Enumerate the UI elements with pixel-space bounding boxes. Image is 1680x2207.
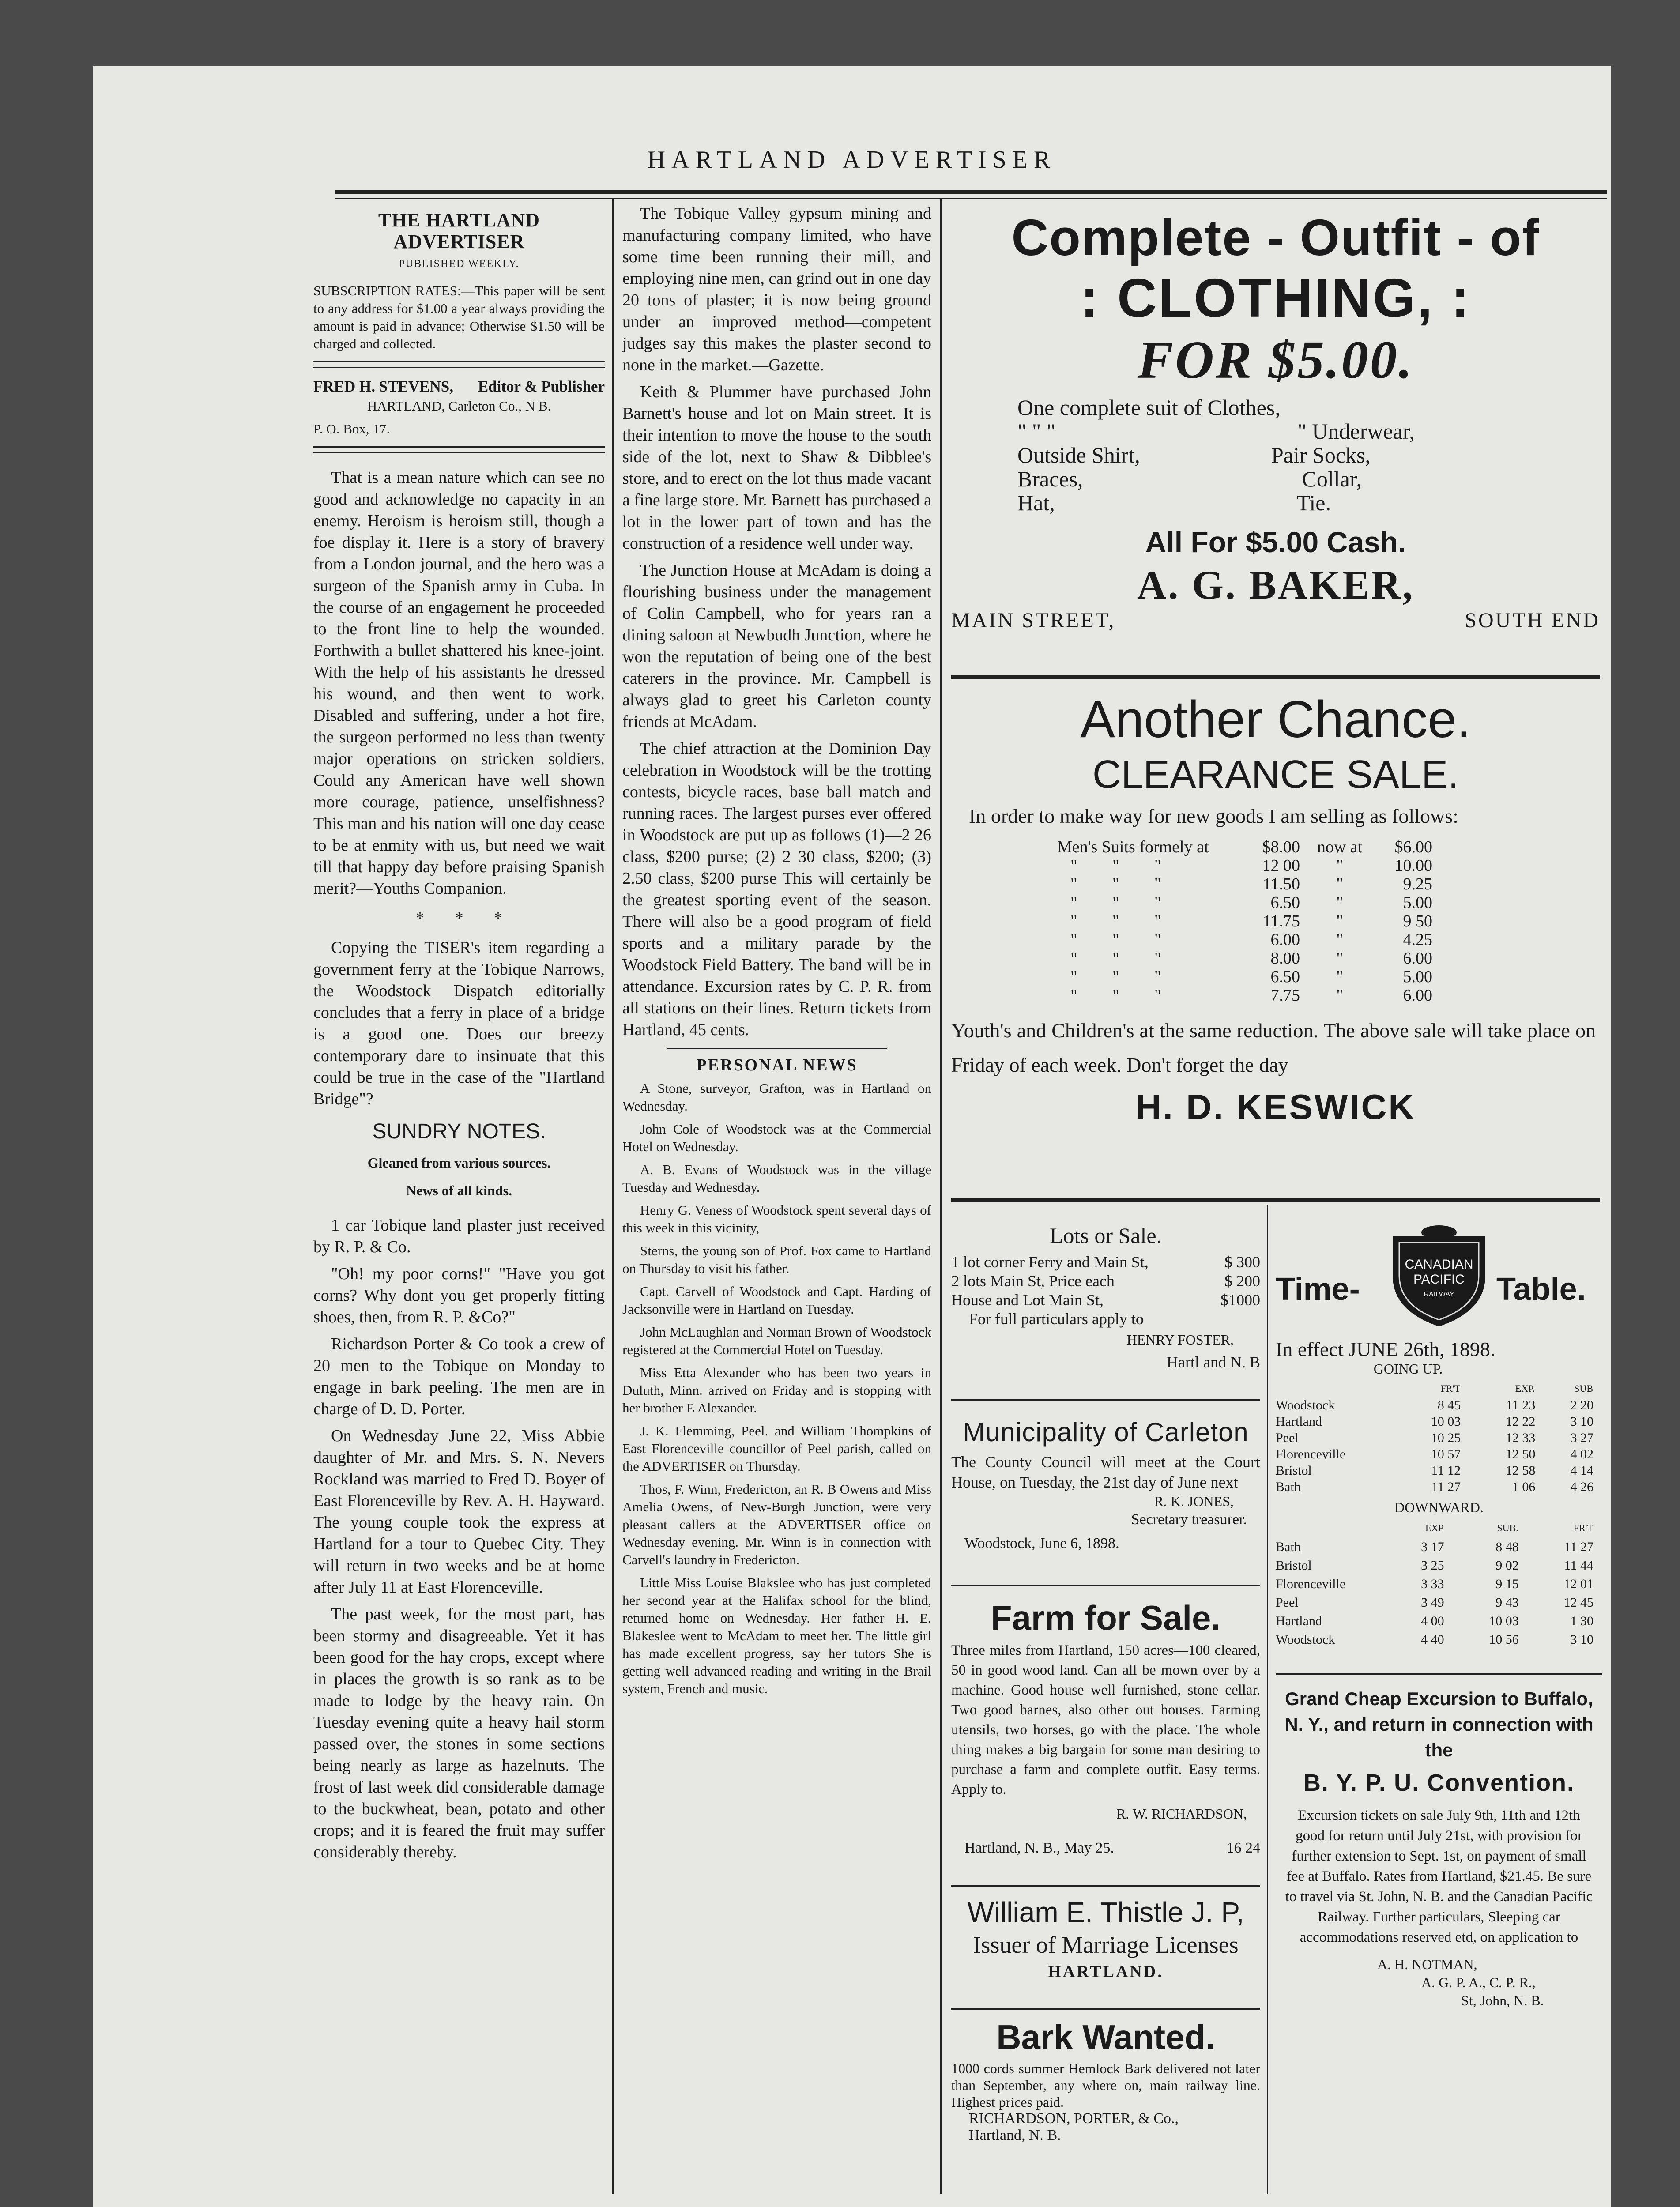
sale-title: Another Chance. bbox=[1080, 690, 1471, 749]
timetable-title-left: Time- bbox=[1276, 1272, 1360, 1307]
suit-label: Men's Suits formely at bbox=[1057, 838, 1209, 856]
price-now: 9 50 bbox=[1403, 912, 1432, 930]
departure-time: 4 00 bbox=[1421, 1614, 1444, 1628]
timetable-column-header: EXP bbox=[1425, 1522, 1444, 1533]
merchant-keswick: H. D. KESWICK bbox=[1135, 1087, 1416, 1126]
personal-item: Capt. Carvell of Woodstock and Capt. Harding of Jacksonville were in Hartland on Tuesday. bbox=[622, 1284, 931, 1317]
departure-time: 9 02 bbox=[1495, 1558, 1519, 1573]
cash-line: All For $5.00 Cash. bbox=[1145, 526, 1406, 558]
timetable-advertisement bbox=[1276, 1214, 1602, 1649]
clearance-sale-advertisement bbox=[951, 689, 1600, 1127]
departure-time: 10 57 bbox=[1431, 1447, 1461, 1461]
departure-time: 3 17 bbox=[1421, 1540, 1444, 1554]
departure-time: 11 27 bbox=[1431, 1480, 1461, 1494]
departure-time: 4 02 bbox=[1570, 1447, 1593, 1461]
clothing-items bbox=[1017, 395, 1600, 515]
departure-time: 1 30 bbox=[1570, 1614, 1593, 1628]
price-now: 5.00 bbox=[1403, 893, 1432, 912]
station-name: Bath bbox=[1276, 1480, 1301, 1494]
farm-title: Farm for Sale. bbox=[991, 1598, 1221, 1637]
departure-time: 3 49 bbox=[1421, 1595, 1444, 1610]
departure-time: 12 58 bbox=[1505, 1463, 1536, 1478]
lots-advertisement bbox=[951, 1214, 1260, 1372]
suit-label: " " " bbox=[1070, 949, 1161, 968]
station-name: Peel bbox=[1276, 1431, 1299, 1445]
departure-time: 3 10 bbox=[1570, 1414, 1593, 1429]
editor-address: HARTLAND, Carleton Co., N B. bbox=[367, 398, 551, 414]
timetable-column-header: FR'T bbox=[1573, 1522, 1593, 1533]
clothing-intro: One complete suit of Clothes, bbox=[1017, 395, 1281, 420]
departure-time: 8 45 bbox=[1437, 1398, 1461, 1412]
price-formerly: 7.75 bbox=[1270, 986, 1300, 1005]
excursion-contact: A. H. NOTMAN, bbox=[1377, 1956, 1477, 1972]
station-name: Florenceville bbox=[1276, 1447, 1346, 1461]
suit-label: " " " bbox=[1070, 986, 1161, 1005]
ditto-marks: " " " bbox=[1017, 419, 1056, 444]
rule bbox=[951, 675, 1600, 679]
bark-place: Hartland, N. B. bbox=[969, 2127, 1061, 2143]
po-box: P. O. Box, 17. bbox=[313, 421, 390, 437]
lots-title: Lots or Sale. bbox=[1049, 1223, 1162, 1248]
departure-time: 12 45 bbox=[1563, 1595, 1593, 1610]
price-formerly: 8.00 bbox=[1270, 949, 1300, 968]
departure-time: 4 26 bbox=[1570, 1480, 1593, 1494]
downward-row bbox=[1276, 1556, 1593, 1575]
departure-time: 12 22 bbox=[1505, 1414, 1536, 1429]
going-up-row bbox=[1276, 1446, 1593, 1462]
farm-contact: R. W. RICHARDSON, bbox=[1116, 1806, 1247, 1822]
clothing-headline-2: : CLOTHING, : bbox=[1080, 268, 1471, 329]
column-1 bbox=[313, 203, 605, 1868]
downward-row bbox=[1276, 1593, 1593, 1612]
item-shirt: Outside Shirt, bbox=[1017, 443, 1140, 467]
newspaper-page bbox=[93, 66, 1611, 2207]
clothing-headline: Complete - Outfit - of bbox=[1011, 209, 1540, 266]
departure-time: 8 48 bbox=[1495, 1540, 1519, 1554]
going-up-row bbox=[1276, 1479, 1593, 1495]
clothing-price: FOR $5.00. bbox=[1137, 330, 1414, 390]
note-wedding: On Wednesday June 22, Miss Abbie daughter of Mr. and Mrs. S. N. Nevers Rockland was married to Fred D. Boyer of East Florenceville by Rev. A. H. Hayward. The young couple took the express at Hartland for a tour to Quebec City. They will return in two weeks and be at home after July 11 at East Florenceville. bbox=[313, 1427, 605, 1597]
dominion-day-article: The chief attraction at the Dominion Day celebration in Woodstock will be the trotting contests, bicycle races, base ball match and running races. The largest purses ever offered in Woodstock are put up as follows (1)—2 26 class, $200 purse; (2) 2 30 class, $200; (3) 2.50 class, $200 purse This will certainly be the greatest sporting event of the season. There will also be a good program of field sports and a military parade by the Woodstock Field Battery. The band will be in attendance. Excursion rates by C. P. R. from all stations on their lines. Return tickets from Hartland, 45 cents. bbox=[622, 739, 931, 1039]
departure-time: 11 27 bbox=[1564, 1540, 1593, 1554]
price-row bbox=[1057, 986, 1432, 1005]
timetable-column-header: FR'T bbox=[1440, 1383, 1461, 1394]
departure-time: 11 12 bbox=[1431, 1463, 1461, 1478]
street: MAIN STREET, bbox=[951, 609, 1116, 632]
excursion-place: St, John, N. B. bbox=[1461, 1992, 1544, 2008]
now-label: " bbox=[1336, 930, 1343, 949]
excursion-role: A. G. P. A., C. P. R., bbox=[1421, 1974, 1536, 1990]
excursion-advertisement bbox=[1276, 1686, 1602, 2009]
subscription-rates: SUBSCRIPTION RATES:—This paper will be sent to any address for $1.00 a year always providing the amount is paid in advance; Otherwise $1.50 will be charged and collected. bbox=[313, 283, 605, 351]
departure-time: 12 50 bbox=[1505, 1447, 1536, 1461]
personal-item: Little Miss Louise Blakslee who has just completed her second year at the Halifax school for the blind, returned home on Wednesday. Her father H. E. Blakeslee went to McAdam to meet her. The little girl has made excellent progress, say her tutors She is getting well advanced reading and writing in the Brail system, French and music. bbox=[622, 1575, 931, 1696]
municipality-date: Woodstock, June 6, 1898. bbox=[964, 1535, 1119, 1552]
personal-item: John Cole of Woodstock was at the Commercial Hotel on Wednesday. bbox=[622, 1121, 931, 1154]
downward-row bbox=[1276, 1631, 1593, 1649]
thistle-title: William E. Thistle J. P, bbox=[967, 1896, 1244, 1928]
going-up-row bbox=[1276, 1462, 1593, 1479]
personal-item: Henry G. Veness of Woodstock spent several days of this week in this vicinity, bbox=[622, 1202, 931, 1235]
rule bbox=[313, 361, 605, 368]
paper-subtitle: PUBLISHED WEEKLY. bbox=[399, 258, 520, 270]
station-name: Florenceville bbox=[1276, 1577, 1346, 1591]
price-row bbox=[1057, 930, 1432, 949]
personal-item: J. K. Flemming, Peel. and William Thompkins of East Florenceville councillor of Peel parish, called on the ADVERTISER on Thursday. bbox=[622, 1423, 931, 1474]
downward-row bbox=[1276, 1575, 1593, 1593]
going-up-table bbox=[1276, 1380, 1593, 1495]
station-name: Bristol bbox=[1276, 1558, 1312, 1573]
item-socks: Pair Socks, bbox=[1271, 443, 1371, 467]
downward-row bbox=[1276, 1538, 1593, 1556]
downward-title: DOWNWARD. bbox=[1394, 1499, 1484, 1515]
clothing-advertisement bbox=[951, 199, 1600, 633]
downward-row bbox=[1276, 1612, 1593, 1631]
suit-label: " " " bbox=[1070, 968, 1161, 986]
departure-time: 3 33 bbox=[1421, 1577, 1444, 1591]
spanish-surgeon-article: That is a mean nature which can see no good and acknowledge no capacity in an enemy. Heroism is heroism still, though a foe display it. Here is a story of bravery from a London journal, and the hero was a surgeon of the Spanish army in Cuba. In the course of an engagement he proceeded to the front line to help the wounded. Forthwith a bullet shattered his knee-joint. With the help of his assistants he dressed his wound, and then went to work. Disabled and suffering, under a hot fire, the surgeon performed no less than twenty major operations on stricken soldiers. Could any American have well shown more courage, patience, unselfishness? This man and his nation will one day cease to be at enmity with us, but need we wait till that happy day before praising Spanish merit?—Youths Companion. bbox=[313, 468, 605, 898]
excursion-convention: B. Y. P. U. Convention. bbox=[1303, 1770, 1575, 1796]
price-formerly: $8.00 bbox=[1262, 838, 1300, 856]
separator-stars: * * * bbox=[416, 909, 502, 927]
now-label: " bbox=[1336, 949, 1343, 968]
price-now: 4.25 bbox=[1403, 930, 1432, 949]
rule bbox=[667, 1048, 887, 1049]
departure-time: 4 14 bbox=[1570, 1463, 1593, 1478]
price-row bbox=[1057, 893, 1432, 912]
now-label: " bbox=[1336, 912, 1343, 930]
timetable-title-right: Table. bbox=[1496, 1272, 1586, 1307]
keith-plummer-article: Keith & Plummer have purchased John Barnett's house and lot on Main street. It is their intention to move the house to the south side of the lot, next to Shaw & Dibblee's store, and to erect on the lot thus made vacant a fine large store. Mr. Barnett has purchased a lot in the lower part of town and has the construction of a residence well under way. bbox=[622, 383, 931, 553]
now-label: " bbox=[1336, 986, 1343, 1005]
station-name: Woodstock bbox=[1276, 1632, 1335, 1647]
column-rule-2 bbox=[940, 199, 942, 2194]
departure-time: 3 10 bbox=[1570, 1632, 1593, 1647]
farm-code: 16 24 bbox=[1226, 1840, 1260, 1856]
personal-item: A Stone, surveyor, Grafton, was in Hartland on Wednesday. bbox=[622, 1081, 931, 1114]
timetable-effect: In effect JUNE 26th, 1898. bbox=[1276, 1338, 1495, 1360]
going-up-row bbox=[1276, 1413, 1593, 1430]
departure-time: 12 33 bbox=[1505, 1431, 1536, 1445]
sale-footer: Youth's and Children's at the same reduction. The above sale will take place on Friday of each week. Don't forget the day bbox=[951, 1019, 1596, 1076]
departure-time: 3 25 bbox=[1421, 1558, 1444, 1573]
going-up-title: GOING UP. bbox=[1373, 1361, 1443, 1377]
municipality-notice bbox=[951, 1417, 1260, 1552]
logo-text-1: CANADIAN bbox=[1405, 1257, 1473, 1272]
price-row bbox=[1057, 875, 1432, 893]
station-name: Bath bbox=[1276, 1540, 1301, 1554]
rule bbox=[951, 2008, 1260, 2010]
sundry-notes-sub2: News of all kinds. bbox=[406, 1183, 512, 1198]
station-name: Hartland bbox=[1276, 1614, 1322, 1628]
logo-text-2: PACIFIC bbox=[1413, 1272, 1465, 1287]
personal-news-title: PERSONAL NEWS bbox=[696, 1056, 858, 1074]
personal-item: John McLaughlan and Norman Brown of Woodstock registered at the Commercial Hotel on Tuesday. bbox=[622, 1324, 931, 1357]
editor-role: Editor & Publisher bbox=[478, 378, 605, 395]
item-tie: Tie. bbox=[1296, 490, 1331, 515]
departure-time: 9 15 bbox=[1495, 1577, 1519, 1591]
logo-text-3: RAILWAY bbox=[1424, 1291, 1454, 1298]
price-row bbox=[1057, 949, 1432, 968]
bark-text: 1000 cords summer Hemlock Bark delivered not later than September, any where on, main railway line. Highest prices paid. bbox=[951, 2060, 1260, 2110]
rule bbox=[1276, 1673, 1602, 1675]
going-up-row bbox=[1276, 1397, 1593, 1413]
now-label: " bbox=[1336, 893, 1343, 912]
departure-time: 2 20 bbox=[1570, 1398, 1593, 1412]
lot-1-price: $ 300 bbox=[1224, 1253, 1260, 1271]
station-name: Woodstock bbox=[1276, 1398, 1335, 1412]
thistle-place: HARTLAND. bbox=[1048, 1962, 1164, 1981]
column-rule-3 bbox=[1267, 1205, 1268, 2194]
now-label: now at bbox=[1317, 838, 1363, 856]
item-underwear: " Underwear, bbox=[1297, 419, 1415, 444]
rule bbox=[951, 1885, 1260, 1887]
ferry-article: Copying the TISER's item regarding a government ferry at the Tobique Narrows, the Woodstock Dispatch editorially concludes that a ferry in place of a bridge is a good one. Does our breezy contemporary dare to insinuate that this could be true in the case of the "Hartland Bridge"? bbox=[313, 938, 605, 1108]
farm-date: Hartland, N. B., May 25. bbox=[964, 1840, 1115, 1856]
personal-item: Thos, F. Winn, Fredericton, an R. B Owens and Miss Amelia Owens, of New-Burgh Junction, were very pleasant callers at the ADVERTISER office on Wednesday evening. Mr. Winn is in connection with Carvell's laundry in Fredericton. bbox=[622, 1481, 931, 1567]
price-formerly: 6.50 bbox=[1270, 893, 1300, 912]
sundry-notes-sub1: Gleaned from various sources. bbox=[367, 1155, 551, 1171]
downward-table bbox=[1276, 1518, 1593, 1649]
price-now: 6.00 bbox=[1403, 986, 1432, 1005]
gypsum-article: The Tobique Valley gypsum mining and manufacturing company limited, who have some time been running their mill, and employing nine men, can grind out in one day 20 tons of plaster; it is now being ground under an improved method—competent judges say this makes the plaster second to none in the market.—Gazette. bbox=[622, 204, 931, 374]
departure-time: 10 25 bbox=[1431, 1431, 1461, 1445]
timetable-column-header: SUB bbox=[1574, 1383, 1593, 1394]
lot-3-price: $1000 bbox=[1220, 1291, 1260, 1309]
departure-time: 12 01 bbox=[1563, 1577, 1593, 1591]
price-formerly: 6.50 bbox=[1270, 968, 1300, 986]
rule bbox=[951, 1585, 1260, 1586]
price-row bbox=[1057, 856, 1432, 875]
item-braces: Braces, bbox=[1017, 467, 1083, 491]
price-table bbox=[1057, 838, 1432, 1005]
timetable-column-header: EXP. bbox=[1515, 1383, 1535, 1394]
lots-place: Hartl and N. B bbox=[1167, 1353, 1260, 1371]
junction-house-article: The Junction House at McAdam is doing a flourishing business under the management of Colin Campbell, who for years ran a dining saloon at Newbudh Junction, where he won the reputation of being one of the best caterers in the province. Mr. Campbell is always glad to greet his Carleton county friends at McAdam. bbox=[622, 561, 931, 731]
masthead-rule bbox=[335, 190, 1607, 194]
excursion-title: Grand Cheap Excursion to Buffalo, N. Y., and return in connection with the bbox=[1284, 1688, 1593, 1760]
price-formerly: 6.00 bbox=[1270, 930, 1300, 949]
municipality-role: Secretary treasurer. bbox=[1131, 1511, 1247, 1528]
lot-2: 2 lots Main St, Price each bbox=[951, 1272, 1115, 1290]
item-collar: Collar, bbox=[1302, 467, 1362, 491]
price-row bbox=[1057, 912, 1432, 930]
rule bbox=[951, 1399, 1260, 1401]
departure-time: 11 44 bbox=[1564, 1558, 1593, 1573]
column-2 bbox=[622, 203, 931, 1703]
departure-time: 10 03 bbox=[1431, 1414, 1461, 1429]
lot-1: 1 lot corner Ferry and Main St, bbox=[951, 1253, 1149, 1271]
station-name: Hartland bbox=[1276, 1414, 1322, 1429]
note-weather: The past week, for the most part, has been stormy and disagreeable. Yet it has been good for the hay crops, except where in places the growth is so rank as to be made to lodge by the heavy rain. On Tuesday evening quite a heavy hail storm passed over, the stones in some sections being nearly as large as hazelnuts. The frost of last week did considerable damage to the buckwheat, bean, potato and other crops; and it is feared the fruit may suffer considerably thereby. bbox=[313, 1605, 605, 1861]
farm-advertisement bbox=[951, 1598, 1260, 1857]
bark-title: Bark Wanted. bbox=[996, 2018, 1215, 2056]
sale-subtitle: CLEARANCE SALE. bbox=[1092, 753, 1459, 797]
going-up-row bbox=[1276, 1430, 1593, 1446]
lots-apply: For full particulars apply to bbox=[969, 1310, 1144, 1328]
lot-3: House and Lot Main St, bbox=[951, 1291, 1104, 1309]
now-label: " bbox=[1336, 856, 1343, 875]
price-now: $6.00 bbox=[1394, 838, 1432, 856]
editor-line bbox=[313, 376, 605, 397]
cpr-shield-logo bbox=[1388, 1223, 1490, 1329]
price-now: 9.25 bbox=[1403, 875, 1432, 893]
personal-item: Miss Etta Alexander who has been two years in Duluth, Minn. arrived on Friday and is stopping with her brother E Alexander. bbox=[622, 1365, 931, 1416]
municipality-title: Municipality of Carleton bbox=[963, 1417, 1249, 1447]
departure-time: 11 23 bbox=[1506, 1398, 1536, 1412]
suit-label: " " " bbox=[1070, 893, 1161, 912]
column-rule-1 bbox=[612, 199, 614, 2194]
departure-time: 10 03 bbox=[1489, 1614, 1519, 1628]
south-end: SOUTH END bbox=[1465, 609, 1600, 632]
price-row bbox=[1057, 838, 1432, 856]
thistle-notice bbox=[951, 1896, 1260, 1981]
station-name: Peel bbox=[1276, 1595, 1299, 1610]
rule bbox=[313, 446, 605, 453]
price-formerly: 11.50 bbox=[1262, 875, 1300, 893]
sale-intro: In order to make way for new goods I am selling as follows: bbox=[969, 805, 1458, 827]
now-label: " bbox=[1336, 875, 1343, 893]
editor-name: FRED H. STEVENS, bbox=[313, 378, 454, 395]
thistle-sub: Issuer of Marriage Licenses bbox=[973, 1932, 1239, 1958]
price-row bbox=[1057, 968, 1432, 986]
farm-text: Three miles from Hartland, 150 acres—100 cleared, 50 in good wood land. Can all be mown over by a machine. Good house well furnished, stone cellar. Two good barnes, also other out houses. Farming utensils, two horses, go with the place. The whole thing makes a big bargain for some man desiring to purchase a farm and complete outfit. Easy terms. Apply to. bbox=[951, 1642, 1260, 1797]
masthead: HARTLAND ADVERTISER bbox=[647, 146, 1057, 173]
price-formerly: 11.75 bbox=[1262, 912, 1300, 930]
suit-label: " " " bbox=[1070, 912, 1161, 930]
suit-label: " " " bbox=[1070, 930, 1161, 949]
lots-contact: HENRY FOSTER, bbox=[1126, 1332, 1234, 1348]
price-formerly: 12 00 bbox=[1262, 856, 1300, 875]
departure-time: 1 06 bbox=[1512, 1480, 1536, 1494]
paper-title: THE HARTLAND ADVERTISER bbox=[378, 209, 540, 252]
timetable-column-header: SUB. bbox=[1497, 1522, 1518, 1533]
note-bark-peeling: Richardson Porter & Co took a crew of 20 men to the Tobique on Monday to engage in bark peeling. The men are in charge of D. D. Porter. bbox=[313, 1335, 605, 1418]
rule bbox=[951, 1198, 1600, 1202]
address-line bbox=[951, 608, 1600, 633]
price-now: 5.00 bbox=[1403, 968, 1432, 986]
note-plaster: 1 car Tobique land plaster just received by R. P. & Co. bbox=[313, 1216, 605, 1256]
personal-news-list bbox=[622, 1080, 931, 1698]
personal-item: A. B. Evans of Woodstock was in the village Tuesday and Wednesday. bbox=[622, 1162, 931, 1195]
note-corns: "Oh! my poor corns!" "Have you got corns? Why dont you get properly fitting shoes, then, from R. P. &Co?" bbox=[313, 1265, 605, 1326]
municipality-name: R. K. JONES, bbox=[1154, 1493, 1234, 1509]
suit-label: " " " bbox=[1070, 856, 1161, 875]
sundry-notes-title: SUNDRY NOTES. bbox=[372, 1120, 546, 1143]
price-now: 10.00 bbox=[1394, 856, 1432, 875]
excursion-text: Excursion tickets on sale July 9th, 11th and 12th good for return until July 21st, with provision for further extension to Sept. 1st, on payment of small fee at Buffalo. Rates from Hartland, $21.45. Be sure to travel via St. John, N. B. and the Canadian Pacific Railway. Further particulars, Sleeping car accommodations reserved etd, on application to bbox=[1285, 1808, 1593, 1945]
suit-label: " " " bbox=[1070, 875, 1161, 893]
station-name: Bristol bbox=[1276, 1463, 1312, 1478]
now-label: " bbox=[1336, 968, 1343, 986]
departure-time: 9 43 bbox=[1495, 1595, 1519, 1610]
merchant-baker: A. G. BAKER, bbox=[1137, 562, 1415, 607]
departure-time: 4 40 bbox=[1421, 1632, 1444, 1647]
departure-time: 3 27 bbox=[1570, 1431, 1593, 1445]
price-now: 6.00 bbox=[1403, 949, 1432, 968]
bark-advertisement bbox=[951, 2017, 1260, 2144]
lot-2-price: $ 200 bbox=[1224, 1272, 1260, 1290]
item-hat: Hat, bbox=[1017, 490, 1055, 515]
departure-time: 10 56 bbox=[1489, 1632, 1519, 1647]
personal-item: Sterns, the young son of Prof. Fox came to Hartland on Thursday to visit his father. bbox=[622, 1243, 931, 1276]
bark-firm: RICHARDSON, PORTER, & Co., bbox=[969, 2110, 1179, 2127]
municipality-text: The County Council will meet at the Court House, on Tuesday, the 21st day of June next bbox=[951, 1453, 1260, 1491]
